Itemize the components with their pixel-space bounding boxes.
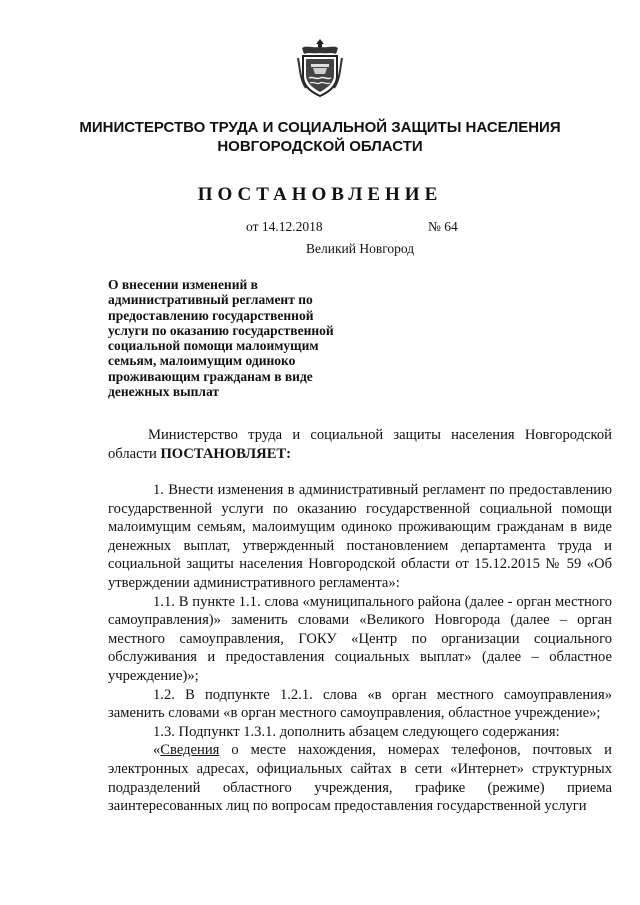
- document-subject: О внесении изменений в административный регламент по предоставлению государственной услуги по оказанию государственной социальной помощи малоимущим семьям, малоимущим одиноко проживающим гражданам в виде денежных выплат: [108, 277, 334, 400]
- paragraph-1-3: 1.3. Подпункт 1.3.1. дополнить абзацем следующего содержания:: [153, 723, 560, 740]
- quote-underlined-word: Сведения: [160, 742, 220, 759]
- paragraph-1: 1. Внести изменения в административный регламент по предоставлению государственной услуги по оказанию государственной социальной помощи малоимущим семьям, малоимущим одиноко проживающим гражданам в виде денежных выплат, утвержденный постановлением департамента труда и социальной защиты населения Новгородской области от 15.12.2015 № 59 «Об утверждении административного регламента»:: [108, 482, 612, 591]
- preamble-text: Министерство труда и социальной защиты населения Новгородской области: [108, 427, 612, 462]
- quote-rest: о месте нахождения, номерах телефонов, почтовых и электронных адресах, официальных сайтах в сети «Интернет» структурных подразделений областного учреждения, графике (режиме) приема заинтересованных лиц по вопросам предоставления государственной услуги: [108, 742, 612, 815]
- paragraph-1-1: 1.1. В пункте 1.1. слова «муниципального района (далее - орган местного самоуправления)» заменить словами «Великого Новгорода (далее – орган местного самоуправления, ГОКУ «Центр по организации социального обслуживания и предоставления социальных выплат» (далее – областное учреждение)»;: [108, 593, 612, 684]
- document-date: от 14.12.2018: [246, 219, 323, 234]
- ministry-name-line2: НОВГОРОДСКОЙ ОБЛАСТИ: [217, 138, 423, 155]
- paragraph-1-2: 1.2. В подпункте 1.2.1. слова «в орган местного самоуправления» заменить словами «в орган местного самоуправления, областное учреждение»;: [108, 686, 612, 722]
- preamble: [108, 426, 612, 463]
- paragraph-quote: [108, 741, 612, 815]
- document-city: Великий Новгород: [306, 241, 415, 256]
- preamble-decree-word: ПОСТАНОВЛЯЕТ:: [160, 445, 292, 462]
- novgorod-coat-of-arms-icon: [296, 38, 344, 98]
- quote-open: «: [153, 742, 161, 759]
- document-type-title: ПОСТАНОВЛЕНИЕ: [197, 184, 443, 205]
- document-number: № 64: [428, 219, 458, 234]
- body-paragraphs: [108, 481, 612, 816]
- ministry-name-line1: МИНИСТЕРСТВО ТРУДА И СОЦИАЛЬНОЙ ЗАЩИТЫ НАСЕЛЕНИЯ: [79, 119, 561, 136]
